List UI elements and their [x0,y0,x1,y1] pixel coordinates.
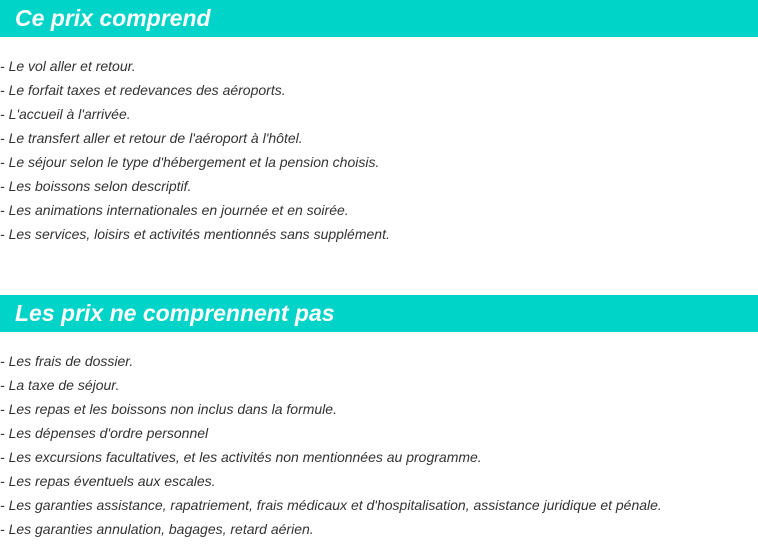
section-title-included: Ce prix comprend [0,0,758,37]
included-item: - Le séjour selon le type d'hébergement et la pension choisis. [0,150,390,174]
not-included-list [0,349,662,541]
included-item: - L'accueil à l'arrivée. [0,102,390,126]
included-item: - Les services, loisirs et activités mentionnés sans supplément. [0,222,390,246]
included-item: - Les boissons selon descriptif. [0,174,390,198]
not-included-item: - Les dépenses d'ordre personnel [0,421,662,445]
included-item: - Le forfait taxes et redevances des aéroports. [0,78,390,102]
included-item: - Le vol aller et retour. [0,54,390,78]
not-included-item: - Les garanties assistance, rapatriement, frais médicaux et d'hospitalisation, assistance juridique et pénale. [0,493,662,517]
not-included-item: - Les frais de dossier. [0,349,662,373]
not-included-item: - Les garanties annulation, bagages, retard aérien. [0,517,662,541]
included-list [0,54,390,246]
not-included-item: - Les repas et les boissons non inclus dans la formule. [0,397,662,421]
section-title-not-included: Les prix ne comprennent pas [0,295,758,332]
not-included-item: - La taxe de séjour. [0,373,662,397]
included-item: - Les animations internationales en journée et en soirée. [0,198,390,222]
not-included-item: - Les excursions facultatives, et les activités non mentionnées au programme. [0,445,662,469]
included-item: - Le transfert aller et retour de l'aéroport à l'hôtel. [0,126,390,150]
not-included-item: - Les repas éventuels aux escales. [0,469,662,493]
